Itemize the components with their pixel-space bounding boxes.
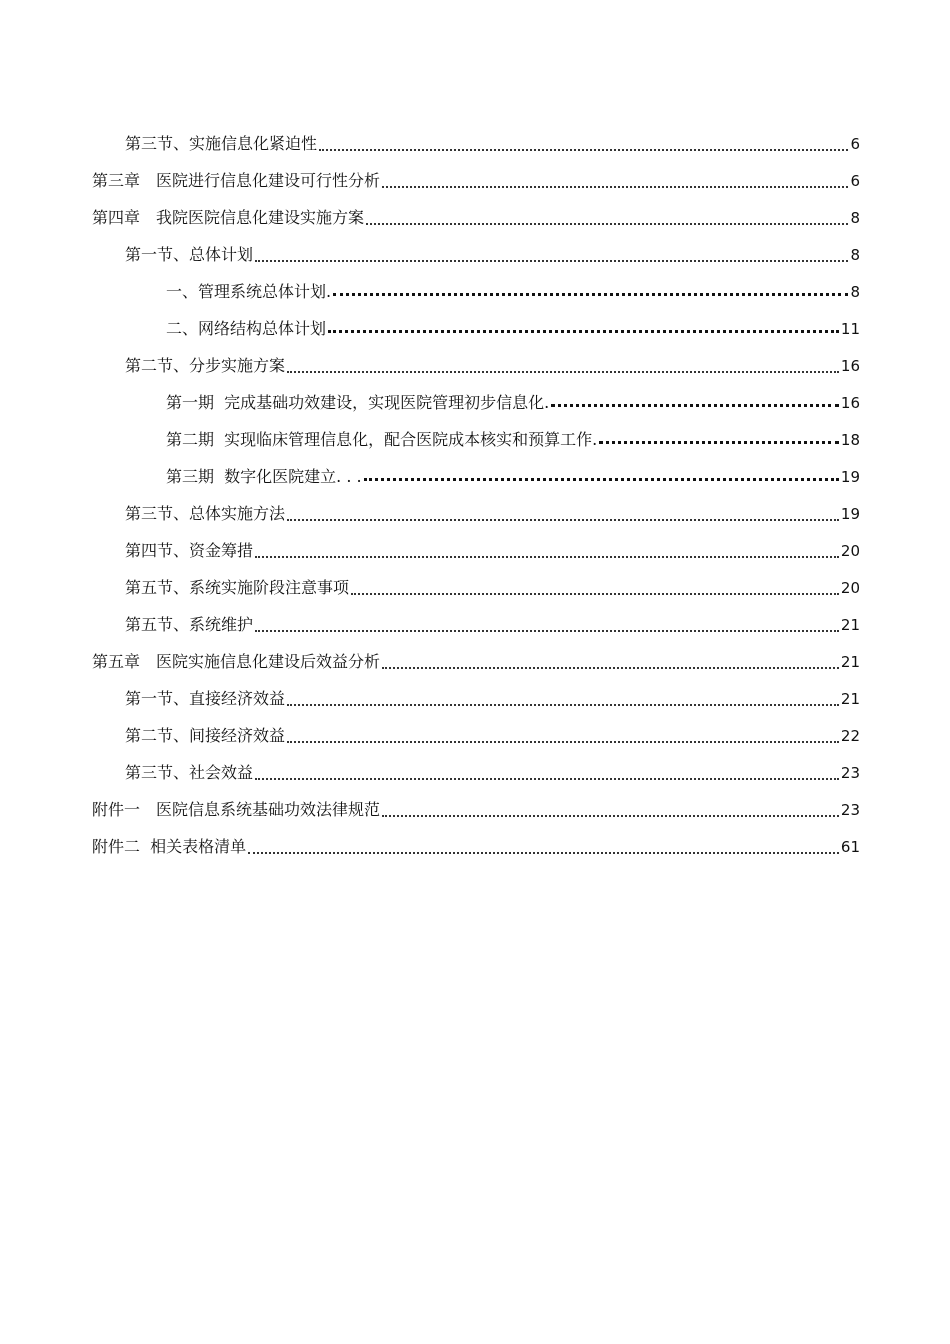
toc-dot-leader [287,704,839,706]
toc-dot-leader [333,293,848,296]
toc-dot-leader [382,667,839,669]
toc-dot-leader [551,404,839,407]
toc-entry-page-number: 21 [840,653,860,671]
toc-entry-title: 第一节、总体计划 [125,245,254,264]
toc-entry[interactable] [92,711,860,748]
toc-entry-title: 第三期 数字化医院建立. . . [166,467,362,486]
toc-dot-leader [319,149,848,151]
toc-entry-title: 一、管理系统总体计划. [166,282,332,301]
toc-dot-leader [287,371,839,373]
toc-entry-title: 附件一 医院信息系统基础功效法律规范 [92,800,381,819]
toc-entry-title: 第二节、间接经济效益 [125,726,286,745]
toc-entry-page-number: 23 [840,764,860,782]
table-of-contents [92,119,860,859]
toc-entry-page-number: 21 [840,616,860,634]
toc-entry[interactable] [92,119,860,156]
toc-entry-page-number: 8 [850,283,860,301]
toc-entry-page-number: 18 [840,431,860,449]
toc-entry[interactable] [92,637,860,674]
toc-dot-leader [248,852,839,854]
toc-entry-title: 附件二 相关表格清单 [92,837,247,856]
toc-dot-leader [255,556,839,558]
toc-dot-leader [287,741,839,743]
toc-dot-leader [255,260,848,262]
toc-entry-title: 第一节、直接经济效益 [125,689,286,708]
toc-entry[interactable] [92,304,860,341]
toc-entry[interactable] [92,526,860,563]
toc-entry-page-number: 8 [850,246,860,264]
toc-entry-page-number: 6 [850,172,860,190]
toc-entry[interactable] [92,193,860,230]
toc-entry-page-number: 16 [840,357,860,375]
toc-entry-title: 第五章 医院实施信息化建设后效益分析 [92,652,381,671]
toc-entry-page-number: 61 [840,838,860,856]
toc-entry-page-number: 20 [840,579,860,597]
toc-dot-leader [382,186,848,188]
toc-entry-page-number: 6 [850,135,860,153]
toc-entry[interactable] [92,822,860,859]
toc-entry[interactable] [92,452,860,489]
toc-entry[interactable] [92,600,860,637]
toc-entry[interactable] [92,156,860,193]
toc-entry[interactable] [92,674,860,711]
toc-entry[interactable] [92,748,860,785]
toc-dot-leader [382,815,839,817]
toc-entry-title: 第二节、分步实施方案 [125,356,286,375]
toc-entry[interactable] [92,415,860,452]
toc-dot-leader [366,223,848,225]
toc-entry[interactable] [92,378,860,415]
toc-entry-title: 第四节、资金筹措 [125,541,254,560]
toc-entry[interactable] [92,489,860,526]
toc-entry-page-number: 21 [840,690,860,708]
toc-dot-leader [255,778,839,780]
toc-entry-title: 第三章 医院进行信息化建设可行性分析 [92,171,381,190]
toc-entry-page-number: 19 [840,505,860,523]
toc-entry[interactable] [92,341,860,378]
toc-entry[interactable] [92,563,860,600]
toc-entry-title: 第二期 实现临床管理信息化，配合医院成本核实和预算工作. [166,430,598,449]
toc-entry[interactable] [92,267,860,304]
toc-entry-title: 第三节、实施信息化紧迫性 [125,134,318,153]
toc-entry[interactable] [92,230,860,267]
toc-entry-page-number: 16 [840,394,860,412]
toc-dot-leader [328,330,839,333]
toc-entry-title: 二、网络结构总体计划 [166,319,327,338]
toc-entry-title: 第一期 完成基础功效建设，实现医院管理初步信息化. [166,393,550,412]
toc-entry-title: 第三节、总体实施方法 [125,504,286,523]
toc-dot-leader [351,593,839,595]
toc-entry-title: 第五节、系统维护 [125,615,254,634]
toc-entry[interactable] [92,785,860,822]
toc-dot-leader [364,478,839,481]
toc-entry-page-number: 19 [840,468,860,486]
toc-entry-title: 第五节、系统实施阶段注意事项 [125,578,350,597]
toc-dot-leader [599,441,839,444]
toc-entry-page-number: 8 [850,209,860,227]
toc-entry-title: 第三节、社会效益 [125,763,254,782]
toc-dot-leader [287,519,839,521]
toc-entry-page-number: 11 [840,320,860,338]
toc-entry-page-number: 22 [840,727,860,745]
toc-entry-page-number: 20 [840,542,860,560]
toc-dot-leader [255,630,839,632]
toc-entry-title: 第四章 我院医院信息化建设实施方案 [92,208,365,227]
toc-entry-page-number: 23 [840,801,860,819]
